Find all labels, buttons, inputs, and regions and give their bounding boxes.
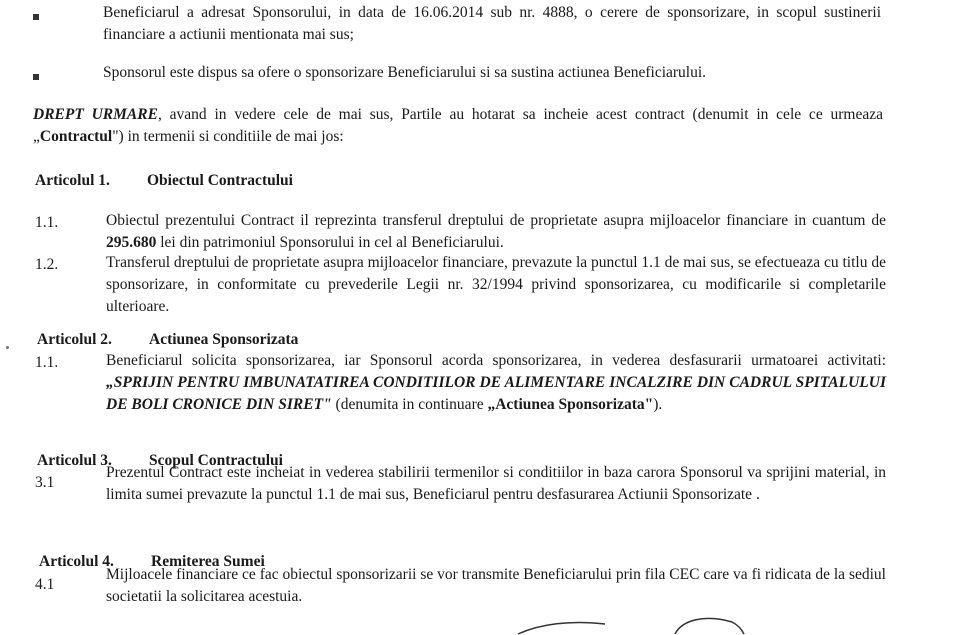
drept-urmare-paragraph xyxy=(33,104,883,148)
scan-speck xyxy=(6,346,9,349)
clause-text-part: Obiectul prezentului Contract il reprezinta transferul dreptului de proprietate asupra mijloacelor financiare in cuantum de xyxy=(106,212,886,229)
article-number: Articolul 3. xyxy=(37,452,112,469)
clause-text-part: lei din patrimoniul Sponsorului in cel al Beneficiarului. xyxy=(156,234,504,251)
drept-urmare-lead: DREPT URMARE xyxy=(33,106,158,123)
clause-text-part: Beneficiarul solicita sponsorizarea, iar Sponsorul acorda sponsorizarea, in vederea desfasurarii urmatoarei activitati: xyxy=(106,352,886,369)
drept-urmare-text: , avand in vedere cele de mai sus, Partile au hotarat sa incheie acest contract (denumit in cele ce urmeaza „ xyxy=(33,106,883,145)
clause-text: Prezentul Contract este incheiat in vederea stabilirii termenilor si conditiilor in baza carora Sponsorul va sprijini material, in limita sumei prevazute la punctul 1.1 de mai sus, Beneficiarul pentru desfasurarea Actiunii Sponsorizate . xyxy=(106,464,886,503)
clause-number: 1.2. xyxy=(35,256,59,273)
article-title: Obiectul Contractului xyxy=(147,172,293,189)
clause-number: 1.1. xyxy=(35,214,59,231)
clause-number: 4.1 xyxy=(35,576,55,593)
drept-urmare-text-end: ") in termenii si conditiile de mai jos: xyxy=(112,128,344,145)
signature-stroke-icon xyxy=(500,612,760,635)
clause-text: Transferul dreptului de proprietate asupra mijloacelor financiare, prevazute la punctul 1.1 de mai sus, se efectueaza cu titlu de sponsorizare, in conformitate cu prevederile Legii nr. 32/1994 privind sponsorizarea, cu modificarile si completarile ulterioare. xyxy=(106,254,886,315)
article-heading xyxy=(35,172,293,190)
sponsorship-amount: 295.680 xyxy=(106,234,157,251)
clause-text: Mijloacele financiare ce fac obiectul sponsorizarii se vor transmite Beneficiarului prin fila CEC care va fi ridicata de la sediul societatii la solicitarea acestuia. xyxy=(106,566,886,605)
article-title: Scopul Contractului xyxy=(149,452,283,469)
article-number: Articolul 4. xyxy=(39,553,114,570)
article-number: Articolul 1. xyxy=(35,172,110,189)
clause-number: 3.1 xyxy=(35,474,55,491)
clause-number: 1.1. xyxy=(35,354,59,371)
clause-text-part: (denumita in continuare xyxy=(331,396,488,413)
clause-text xyxy=(106,210,886,254)
bullet-text: Sponsorul este dispus sa ofere o sponsorizare Beneficiarului si sa sustina actiunea Beneficiarului. xyxy=(103,64,707,81)
sponsored-action-term: „Actiunea Sponsorizata" xyxy=(487,396,654,413)
article-heading xyxy=(37,331,298,349)
bullet-marker xyxy=(33,14,39,20)
contractul-term: Contractul xyxy=(39,128,113,145)
article-title: Remiterea Sumei xyxy=(151,553,265,570)
article-title: Actiunea Sponsorizata xyxy=(149,331,299,348)
clause-text xyxy=(106,350,886,416)
bullet-text: Beneficiarul a adresat Sponsorului, in data de 16.06.2014 sub nr. 4888, o cerere de sponsorizare, in scopul sustinerii financiare a actiunii mentionata mai sus; xyxy=(103,4,881,43)
article-number: Articolul 2. xyxy=(37,331,112,348)
bullet-marker xyxy=(33,74,39,80)
clause-text-part: ). xyxy=(653,396,663,413)
sponsored-action-title: „SPRIJIN PENTRU IMBUNATATIREA CONDITIILOR DE ALIMENTARE INCALZIRE DIN CADRUL SPITALULUI DE BOLI CRONICE DIN SIRET" xyxy=(106,374,886,413)
